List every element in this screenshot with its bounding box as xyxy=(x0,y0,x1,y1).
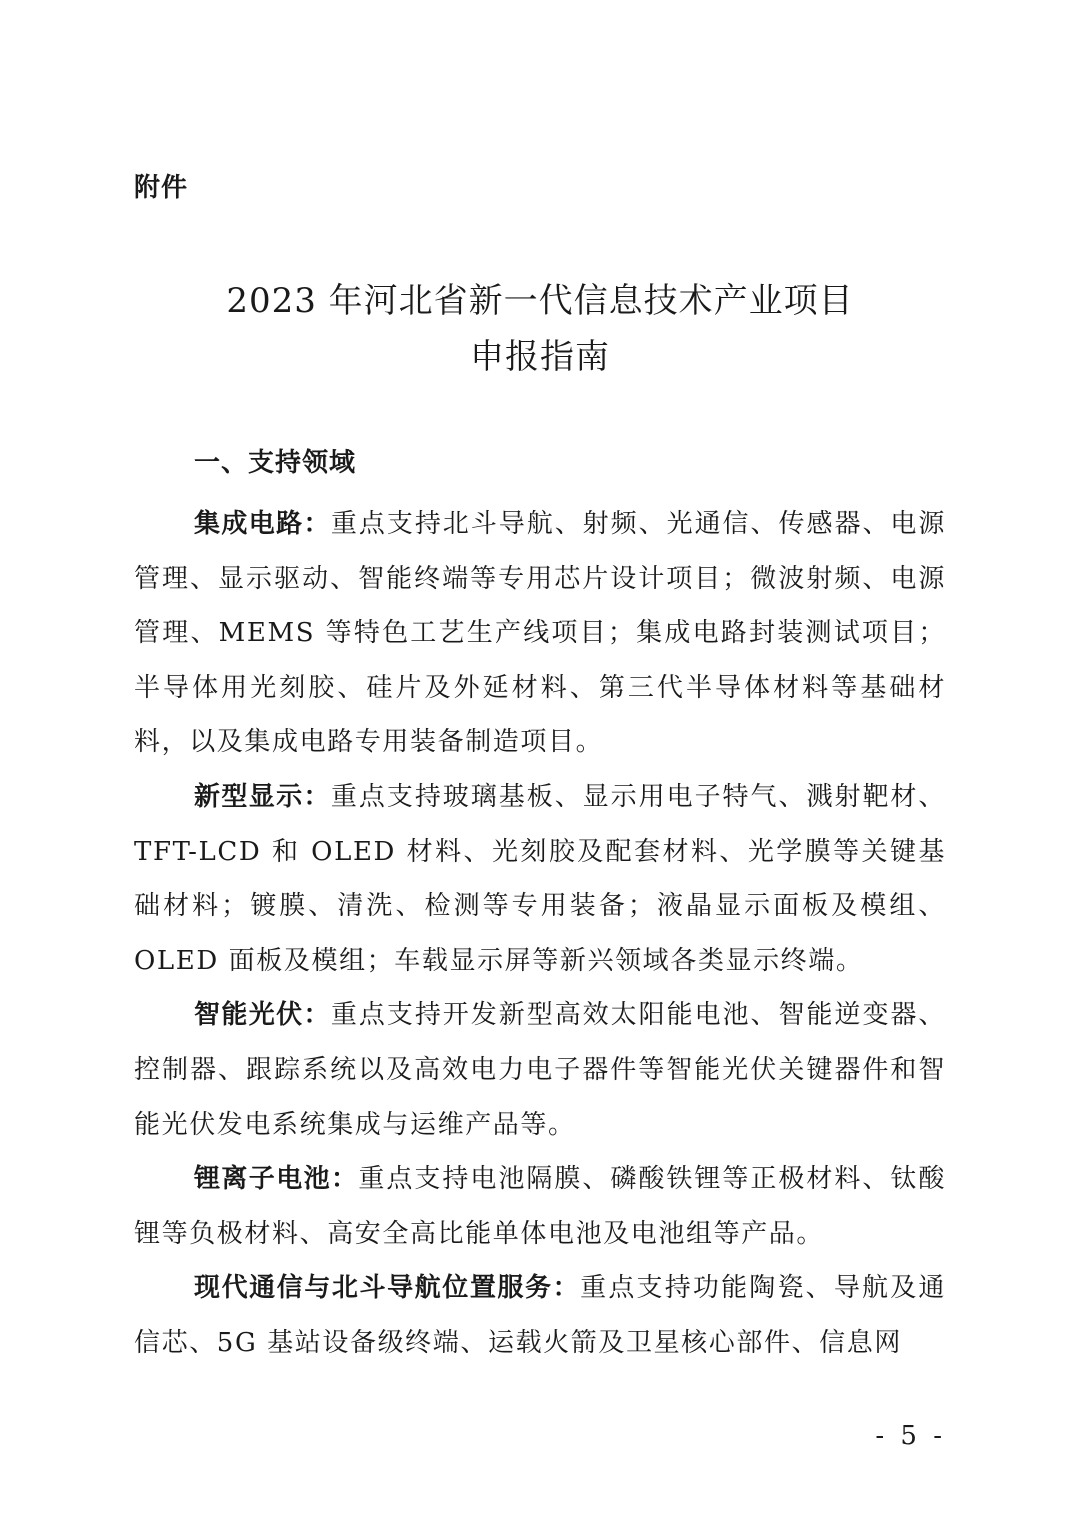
paragraph-term: 新型显示： xyxy=(194,781,331,812)
paragraph-text: 重点支持北斗导航、射频、光通信、传感器、电源管理、显示驱动、智能终端等专用芯片设计项目；微波射频、电源管理、MEMS 等特色工艺生产线项目；集成电路封装测试项目；半导体用光刻胶、硅片及外延材料、第三代半导体材料等基础材料，以及集成电路专用装备制造项目。 xyxy=(134,509,946,758)
paragraph-integrated-circuit xyxy=(134,497,946,770)
paragraph-text: 重点支持开发新型高效太阳能电池、智能逆变器、控制器、跟踪系统以及高效电力电子器件等智能光伏关键器件和智能光伏发电系统集成与运维产品等。 xyxy=(134,1000,946,1140)
paragraph-smart-photovoltaic xyxy=(134,988,946,1152)
title-line-1: 2023 年河北省新一代信息技术产业项目 xyxy=(226,281,854,321)
paragraph-term: 锂离子电池： xyxy=(194,1164,359,1195)
attachment-label: 附件 xyxy=(134,173,189,203)
paragraph-text: 重点支持玻璃基板、显示用电子特气、溅射靶材、TFT-LCD 和 OLED 材料、光刻胶及配套材料、光学膜等关键基础材料；镀膜、清洗、检测等专用装备；液晶显示面板及模组、OLED 面板及模组；车载显示屏等新兴领域各类显示终端。 xyxy=(134,781,946,976)
paragraph-lithium-battery xyxy=(134,1152,946,1261)
document-title xyxy=(0,278,1080,380)
paragraph-communication-beidou xyxy=(134,1261,946,1370)
paragraph-text: 重点支持功能陶瓷、导航及通信芯、5G 基站设备级终端、运载火箭及卫星核心部件、信息网 xyxy=(134,1273,946,1358)
section-heading: 一、支持领域 xyxy=(194,448,357,478)
paragraph-new-display xyxy=(134,770,946,988)
paragraph-term: 现代通信与北斗导航位置服务： xyxy=(194,1273,581,1304)
title-line-2: 申报指南 xyxy=(470,337,610,377)
paragraph-text: 重点支持电池隔膜、磷酸铁锂等正极材料、钛酸锂等负极材料、高安全高比能单体电池及电池组等产品。 xyxy=(134,1164,946,1249)
paragraph-term: 集成电路： xyxy=(194,509,331,539)
page-number: - 5 - xyxy=(875,1421,946,1451)
body-text xyxy=(134,497,946,1371)
paragraph-term: 智能光伏： xyxy=(194,1000,331,1031)
